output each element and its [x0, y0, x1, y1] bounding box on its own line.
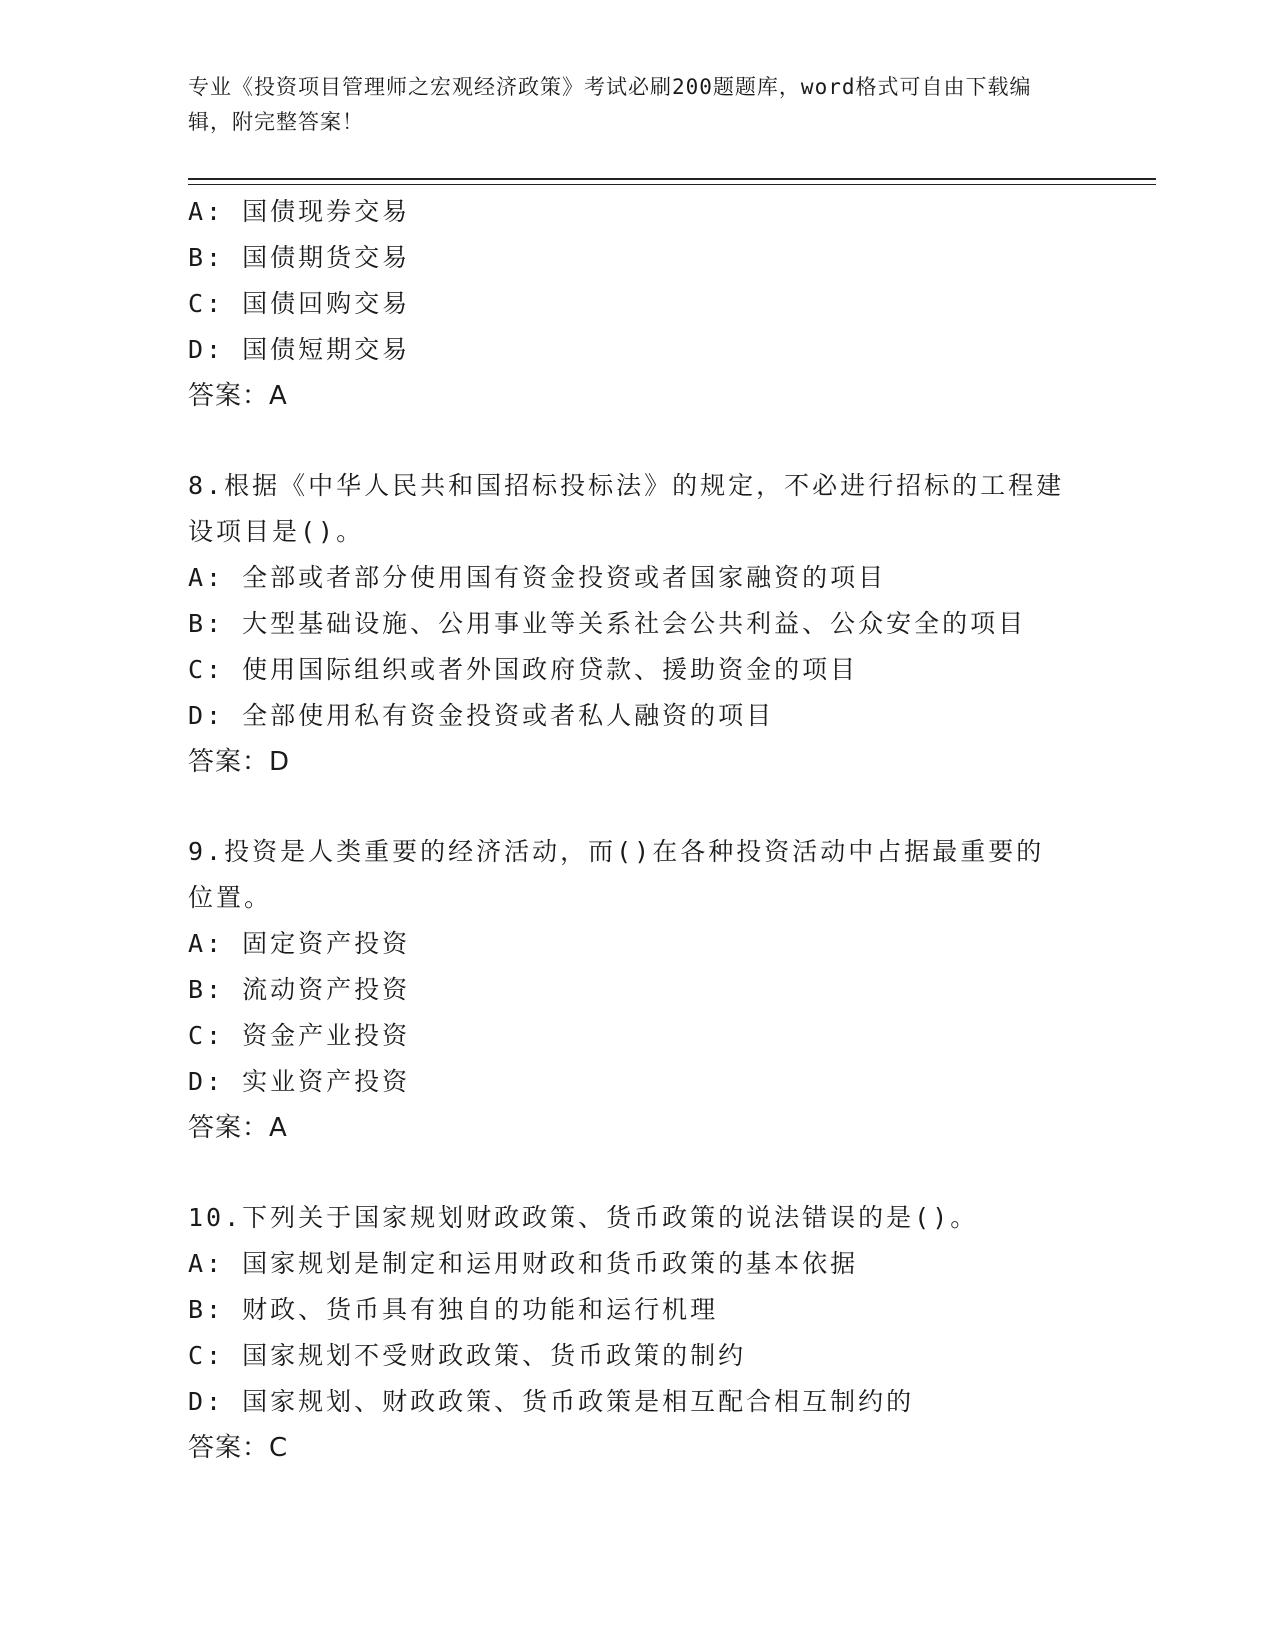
document-header: 专业《投资项目管理师之宏观经济政策》考试必刷200题题库，word格式可自由下载编辑，附完整答案！ [188, 75, 1032, 134]
answer: 答案：C [188, 1433, 289, 1463]
header-rule-thin [188, 184, 1156, 185]
option-c: C: 国家规划不受财政政策、货币政策的制约 [188, 1341, 747, 1370]
option-a: A: 国家规划是制定和运用财政和货币政策的基本依据 [188, 1249, 859, 1278]
option-b: B: 流动资产投资 [188, 975, 411, 1004]
header-rule-thick [188, 178, 1156, 180]
option-a: A: 全部或者部分使用国有资金投资或者国家融资的项目 [188, 563, 887, 592]
option-a: A: 国债现券交易 [188, 197, 411, 226]
answer: 答案：D [188, 747, 291, 777]
question-text: 8.根据《中华人民共和国招标投标法》的规定，不必进行招标的工程建设项目是()。 [188, 471, 1065, 546]
option-b: B: 国债期货交易 [188, 243, 411, 272]
option-c: C: 国债回购交易 [188, 289, 411, 318]
option-c: C: 使用国际组织或者外国政府贷款、援助资金的项目 [188, 655, 859, 684]
option-b: B: 财政、货币具有独自的功能和运行机理 [188, 1295, 719, 1324]
option-d: D: 国家规划、财政政策、货币政策是相互配合相互制约的 [188, 1387, 915, 1416]
question-text: 9.投资是人类重要的经济活动，而()在各种投资活动中占据最重要的位置。 [188, 837, 1045, 912]
question-8 [188, 463, 1088, 785]
option-b: B: 大型基础设施、公用事业等关系社会公共利益、公众安全的项目 [188, 609, 1027, 638]
answer: 答案：A [188, 381, 288, 411]
option-a: A: 固定资产投资 [188, 929, 411, 958]
option-c: C: 资金产业投资 [188, 1021, 411, 1050]
answer: 答案：A [188, 1113, 288, 1143]
question-text: 10.下列关于国家规划财政政策、货币政策的说法错误的是()。 [188, 1203, 979, 1232]
question-7 [188, 189, 1088, 419]
option-d: D: 全部使用私有资金投资或者私人融资的项目 [188, 701, 775, 730]
question-list [188, 189, 1088, 1471]
question-10 [188, 1195, 1088, 1471]
option-d: D: 国债短期交易 [188, 335, 411, 364]
question-9 [188, 829, 1088, 1151]
option-d: D: 实业资产投资 [188, 1067, 411, 1096]
